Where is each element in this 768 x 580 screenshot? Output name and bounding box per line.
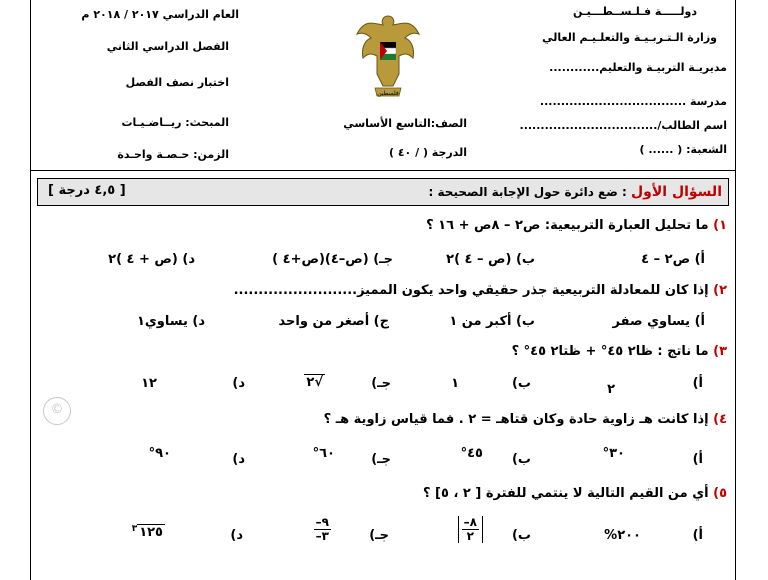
- option-d[interactable]: د) يساوي١: [136, 314, 205, 329]
- question-4: [324, 412, 727, 427]
- question-number: ٢): [713, 283, 727, 298]
- option-c-value[interactable]: [304, 374, 325, 390]
- option-c-label[interactable]: جـ): [371, 452, 391, 467]
- question-text: أي من القيم التالية لا ينتمي للفترة [ ٢ ، ٥] ؟: [422, 486, 709, 501]
- emblem-label: فلسطين: [377, 90, 399, 97]
- header-divider: [31, 170, 735, 171]
- option-d[interactable]: د) (ص + ٤ )٢: [108, 252, 195, 267]
- denominator: ٢: [466, 529, 474, 544]
- academic-year: العام الدراسي ٢٠١٧ / ٢٠١٨ م: [81, 8, 239, 21]
- option-c-value[interactable]: [314, 516, 331, 543]
- option-c[interactable]: جـ) (ص–٤)(ص+٤ ): [272, 252, 393, 267]
- question-number: ٤): [713, 412, 727, 427]
- option-a-label[interactable]: أ): [692, 452, 703, 467]
- option-a-label[interactable]: أ): [692, 376, 703, 391]
- option-a[interactable]: أ) يساوي صفر: [612, 314, 705, 329]
- question-3: [512, 344, 727, 359]
- directorate-field: مديريـة التربيـة والتعليم............: [549, 61, 727, 74]
- section-one-grade: [ ٤,٥ درجة ]: [48, 183, 126, 198]
- option-b-label[interactable]: ب): [511, 528, 531, 543]
- option-b-value[interactable]: ١: [451, 376, 459, 391]
- question-1: [426, 218, 727, 233]
- question-number: ٥): [713, 486, 727, 501]
- question-number: ٣): [713, 344, 727, 359]
- fraction: [462, 516, 479, 543]
- question-text: إذا كان للمعادلة التربيعية جذر حقيقي واحد يكون المميز.........................: [233, 283, 709, 298]
- option-b-label[interactable]: ب): [511, 452, 531, 467]
- section-one-header: [37, 178, 729, 206]
- section-one-instruction: : ضع دائرة حول الإجابة الصحيحة :: [428, 185, 627, 199]
- option-d-label[interactable]: د): [230, 528, 243, 543]
- option-a-value[interactable]: ٣٠°: [602, 446, 625, 461]
- duration: الزمن: حـصـة واحـدة: [117, 148, 229, 161]
- school-field: مدرسة ...................................: [539, 95, 727, 108]
- section-one-title: السؤال الأول: [631, 184, 722, 200]
- option-d-label[interactable]: د): [232, 452, 245, 467]
- palestine-eagle-emblem: [353, 4, 423, 104]
- cube-root-value: ١٢٥: [139, 525, 163, 541]
- option-a-value[interactable]: ٢٠٠%: [604, 528, 641, 543]
- sqrt-value: √٢: [306, 375, 323, 390]
- section-field: الشعبة: ( ...... ): [639, 143, 727, 156]
- option-d-value[interactable]: [132, 524, 165, 540]
- ministry-name: وزارة الـتـربـيـة والتعلـيـم العالي: [542, 31, 717, 44]
- question-text: ما تحليل العبارة التربيعية: ص٢ – ٨ص + ١٦ ؟: [426, 218, 709, 233]
- semester: الفصل الدراسي الثاني: [106, 40, 229, 53]
- question-number: ١): [713, 218, 727, 233]
- option-c[interactable]: ج) أصغر من واحد: [278, 314, 389, 329]
- question-5: [423, 486, 727, 501]
- option-b[interactable]: ب) أكبر من ١: [449, 314, 535, 329]
- state-name: دولـــــة فـلـســطـــيـن: [573, 5, 697, 18]
- option-c-label[interactable]: جـ): [371, 376, 391, 391]
- option-d-value[interactable]: ٩٠°: [148, 446, 171, 461]
- question-text: إذا كانت هـ زاوية حادة وكان قتاهـ = ٢ . فما قياس زاوية هـ ؟: [323, 412, 709, 427]
- student-name-field: اسم الطالب/.................................: [519, 119, 727, 132]
- score-box: الدرجة ( / ٤٠ ): [388, 146, 467, 159]
- option-b-label[interactable]: ب): [511, 376, 531, 391]
- exam-type: اختبار نصف الفصل: [125, 76, 229, 89]
- option-a-label[interactable]: أ): [692, 528, 703, 543]
- option-a[interactable]: أ) ص٢ – ٤: [641, 252, 705, 267]
- option-d-label[interactable]: د): [232, 376, 245, 391]
- option-b[interactable]: ب) (ص – ٤ )٢: [446, 252, 535, 267]
- option-c-label[interactable]: جـ): [369, 528, 389, 543]
- option-c-value[interactable]: ٦٠°: [312, 446, 335, 461]
- option-b-value[interactable]: [458, 516, 483, 543]
- abs-fraction: [458, 516, 483, 543]
- option-a-value[interactable]: ٢: [607, 382, 615, 397]
- exam-page: [30, 0, 736, 580]
- denominator: ٣–: [315, 529, 329, 544]
- grade-class: الصف:التاسع الأساسي: [343, 117, 467, 130]
- section-one-title-wrap: [429, 184, 722, 200]
- question-2: [234, 283, 727, 298]
- subject: المبحث: ريــاضـيـات: [121, 116, 229, 129]
- fraction: [314, 516, 331, 543]
- root-index: ٣: [131, 524, 138, 534]
- numerator: ٩–: [315, 515, 329, 529]
- question-text: ما ناتج : ظا٢ ٤٥° + ظتا٢ ٤٥° ؟: [511, 344, 709, 359]
- option-b-value[interactable]: ٤٥°: [460, 446, 483, 461]
- watermark-stamp: ©: [43, 397, 71, 425]
- option-d-value[interactable]: ١٢: [141, 376, 157, 391]
- numerator: ٨–: [463, 515, 477, 529]
